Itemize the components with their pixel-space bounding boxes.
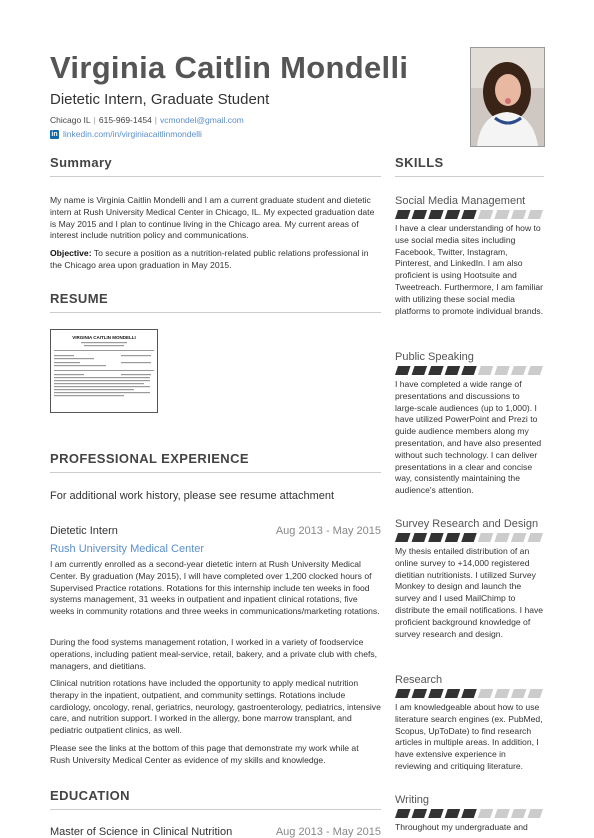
job-dates: Aug 2013 - May 2015 [275, 525, 381, 537]
skill-level-bar [395, 533, 544, 542]
separator: | [93, 115, 96, 125]
skill-bar-segment-filled [428, 533, 444, 542]
skill-bar-segment-filled [395, 809, 411, 818]
skill-bar-segment-filled [412, 809, 428, 818]
skill-name: Social Media Management [395, 195, 526, 207]
skill-bar-segment-empty [478, 809, 494, 818]
skill-bar-segment-filled [428, 210, 444, 219]
skill-bar-segment-filled [445, 689, 461, 698]
objective-label: Objective: [50, 248, 92, 258]
skill-bar-segment-filled [461, 689, 477, 698]
skill-bar-segment-empty [478, 210, 494, 219]
summary-text: My name is Virginia Caitlin Mondelli and I am a current graduate student and dietetic intern at Rush University Medical Center in Chicago, IL. My expected graduation date is May 2015 and I plan to continue living in the Chicago area. My current areas of interest include nutrition policy and communications. [50, 195, 375, 241]
skill-level-bar [395, 689, 544, 698]
location: Chicago IL [50, 115, 91, 125]
skill-bar-segment-filled [428, 809, 444, 818]
skills-divider [395, 176, 544, 177]
skill-description: I have completed a wide range of presentations and discussions to large-scale audiences (up to 1,000). I have utilized PowerPoint and Prezi to guide audience members along my presentation, and have also presented without such technology. I can deliver presentations in a clear and concise way, consistently maintaining the audience's attention. [395, 379, 542, 496]
skills-heading: SKILLS [395, 155, 444, 170]
skill-bar-segment-filled [395, 533, 411, 542]
summary-heading: Summary [50, 155, 113, 170]
skill-bar-segment-empty [527, 210, 543, 219]
skill-bar-segment-empty [494, 366, 510, 375]
email-link[interactable]: vcmondel@gmail.com [160, 115, 244, 125]
skill-bar-segment-filled [395, 366, 411, 375]
skill-bar-segment-filled [412, 689, 428, 698]
education-heading: EDUCATION [50, 788, 130, 803]
degree-title: Master of Science in Clinical Nutrition [50, 826, 233, 838]
skill-bar-segment-empty [511, 366, 527, 375]
separator: | [154, 115, 158, 125]
resume-attachment-thumbnail[interactable] [50, 329, 158, 413]
job-paragraph: Clinical nutrition rotations have included the opportunity to apply medical nutrition therapy in the inpatient, outpatient, and community settings. Rotations include cardiology, oncology, renal, geriatrics, neurology, gastroenterology, pediatrics, intensive care, and nutrition support. I worked in the allergy, bone marrow transplant, and pediatric outpatient clinics, as well. [50, 678, 381, 736]
skill-bar-segment-empty [527, 366, 543, 375]
skill-bar-segment-filled [412, 210, 428, 219]
linkedin-link[interactable]: linkedin.com/in/virginiacaitlinmondelli [63, 129, 202, 139]
resume-divider [50, 312, 381, 313]
skill-name: Research [395, 674, 443, 686]
skill-description: I have a clear understanding of how to use social media sites including Facebook, Twitter, Instagram, Pinterest, and LinkedIn. I am also proficient is using Hootsuite and Tweetreach. Furthermore, I am familiar with utilizing these social media platforms to promote individual brands. [395, 223, 544, 316]
skill-description: Throughout my undergraduate and [395, 822, 528, 832]
summary-divider [50, 176, 381, 177]
skill-bar-segment-empty [511, 533, 527, 542]
candidate-name: Virginia Caitlin Mondelli [50, 50, 409, 85]
skill-bar-segment-empty [511, 689, 527, 698]
skill-bar-segment-filled [445, 210, 461, 219]
skill-bar-segment-filled [428, 689, 444, 698]
degree-dates: Aug 2013 - May 2015 [275, 826, 381, 838]
skill-bar-segment-empty [478, 533, 494, 542]
skill-bar-segment-filled [412, 366, 428, 375]
linkedin-icon: in [51, 131, 58, 139]
skill-bar-segment-empty [478, 689, 494, 698]
phone: 615-969-1454 [98, 115, 152, 125]
profile-photo [470, 47, 545, 147]
skill-bar-segment-filled [395, 689, 411, 698]
skill-level-bar [395, 210, 544, 219]
skill-bar-segment-empty [511, 210, 527, 219]
job-paragraph: Please see the links at the bottom of this page that demonstrate my work while at Rush University Medical Center as evidence of my skills and knowledge. [50, 743, 359, 765]
skill-bar-segment-empty [494, 809, 510, 818]
profile-photo-image [471, 48, 544, 146]
skill-bar-segment-empty [527, 689, 543, 698]
job-organization[interactable]: Rush University Medical Center [50, 543, 205, 555]
skill-bar-segment-filled [461, 809, 477, 818]
skill-bar-segment-empty [494, 689, 510, 698]
job-paragraph: I am currently enrolled as a second-year dietetic intern at Rush University Medical Center. By graduation (May 2015), I will have completed over 1,200 clocked hours of Supervised Practice rotations. Rotations for this internship include ten weeks in food systems management, 31 weeks in outpatient and inpatient clinical rotations, five weeks in community rotations and three weeks in communications/marketing rotations. [50, 559, 380, 617]
skill-bar-segment-empty [527, 533, 543, 542]
experience-note: For additional work history, please see resume attachment [50, 490, 335, 502]
skill-level-bar [395, 366, 544, 375]
skill-bar-segment-filled [445, 533, 461, 542]
skill-bar-segment-filled [461, 210, 477, 219]
resume-heading: RESUME [50, 291, 109, 306]
objective-text: To secure a position as a nutrition-related public relations professional in the Chicago area upon graduation in May 2015. [50, 248, 369, 270]
skill-bar-segment-empty [494, 533, 510, 542]
skill-bar-segment-filled [445, 366, 461, 375]
skill-description: My thesis entailed distribution of an online survey to +14,000 registered dietitian nutritionists. I utilized Survey Monkey to design and launch the survey and I used MailChimp to distribute the email notifications. I have proficient background knowledge of survey research and design. [395, 546, 544, 639]
skill-bar-segment-filled [412, 533, 428, 542]
experience-divider [50, 472, 381, 473]
skill-bar-segment-filled [428, 366, 444, 375]
experience-heading: PROFESSIONAL EXPERIENCE [50, 451, 249, 466]
skill-description: I am knowledgeable about how to use literature search engines (ex. PubMed, Scopus, UpToDate) to find research articles in multiple areas. In addition, I have extensive experience in reviewing and critiquing literature. [395, 702, 543, 771]
job-title: Dietetic Intern [50, 525, 118, 537]
resume-thumbnail-image [51, 330, 157, 412]
resume-thumbnail-name: VIRGINIA CAITLIN MONDELLI [72, 335, 136, 340]
skill-bar-segment-filled [445, 809, 461, 818]
skill-bar-segment-empty [478, 366, 494, 375]
objective [50, 248, 381, 272]
education-divider [50, 809, 381, 810]
skill-bar-segment-filled [395, 210, 411, 219]
skill-name: Writing [395, 794, 430, 806]
contact-line [50, 115, 244, 125]
skill-bar-segment-empty [494, 210, 510, 219]
job-paragraph: During the food systems management rotation, I worked in a variety of foodservice operations, including patient meal-service, retail, bakery, and a private club with chefs, managers, and dietitians. [50, 637, 378, 671]
skill-bar-segment-empty [511, 809, 527, 818]
skill-level-bar [395, 809, 544, 818]
candidate-title: Dietetic Intern, Graduate Student [50, 91, 270, 108]
skill-bar-segment-empty [527, 809, 543, 818]
skill-bar-segment-filled [461, 366, 477, 375]
skill-bar-segment-filled [461, 533, 477, 542]
linkedin-line[interactable] [50, 129, 202, 139]
skill-name: Survey Research and Design [395, 518, 539, 530]
skill-name: Public Speaking [395, 351, 474, 363]
